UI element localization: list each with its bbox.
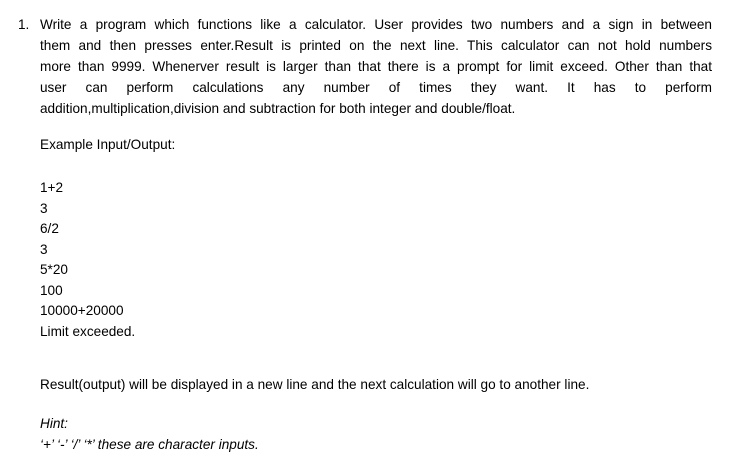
question-line-5: addition,multiplication,division and subtraction for both integer and double/float.: [40, 101, 516, 116]
question-line-2: them and then presses enter.Result is printed on the next line. This calculator can not hold numbers: [40, 38, 712, 53]
example-io-line: 1+2: [40, 180, 64, 195]
example-io-line: 6/2: [40, 221, 59, 236]
result-note: Result(output) will be displayed in a new line and the next calculation will go to another line.: [40, 377, 590, 392]
question-number: 1.: [18, 17, 30, 32]
hint-label: Hint:: [40, 416, 68, 431]
question-line-3: more than 9999. Whenerver result is larger than that there is a prompt for limit exceed. Other than that: [40, 59, 712, 74]
question-paragraph: [40, 14, 712, 119]
question-line-4: user can perform calculations any number of times they want. It has to perform: [40, 80, 712, 95]
example-io-line: 3: [40, 241, 48, 257]
example-io-line: Limit exceeded.: [40, 323, 136, 339]
question-line-1: Write a program which functions like a calculator. User provides two numbers and a sign in between: [40, 17, 712, 32]
example-io-line: 5*20: [40, 262, 68, 277]
example-io-line: 100: [40, 282, 63, 298]
example-io-line: 3: [40, 200, 48, 216]
example-io-list: [40, 179, 135, 343]
hint-text: ‘+’ ‘-’ ‘/’ ‘*’ these are character inputs.: [40, 437, 259, 452]
example-heading: Example Input/Output:: [40, 137, 176, 152]
example-io-line: 10000+20000: [40, 303, 124, 318]
